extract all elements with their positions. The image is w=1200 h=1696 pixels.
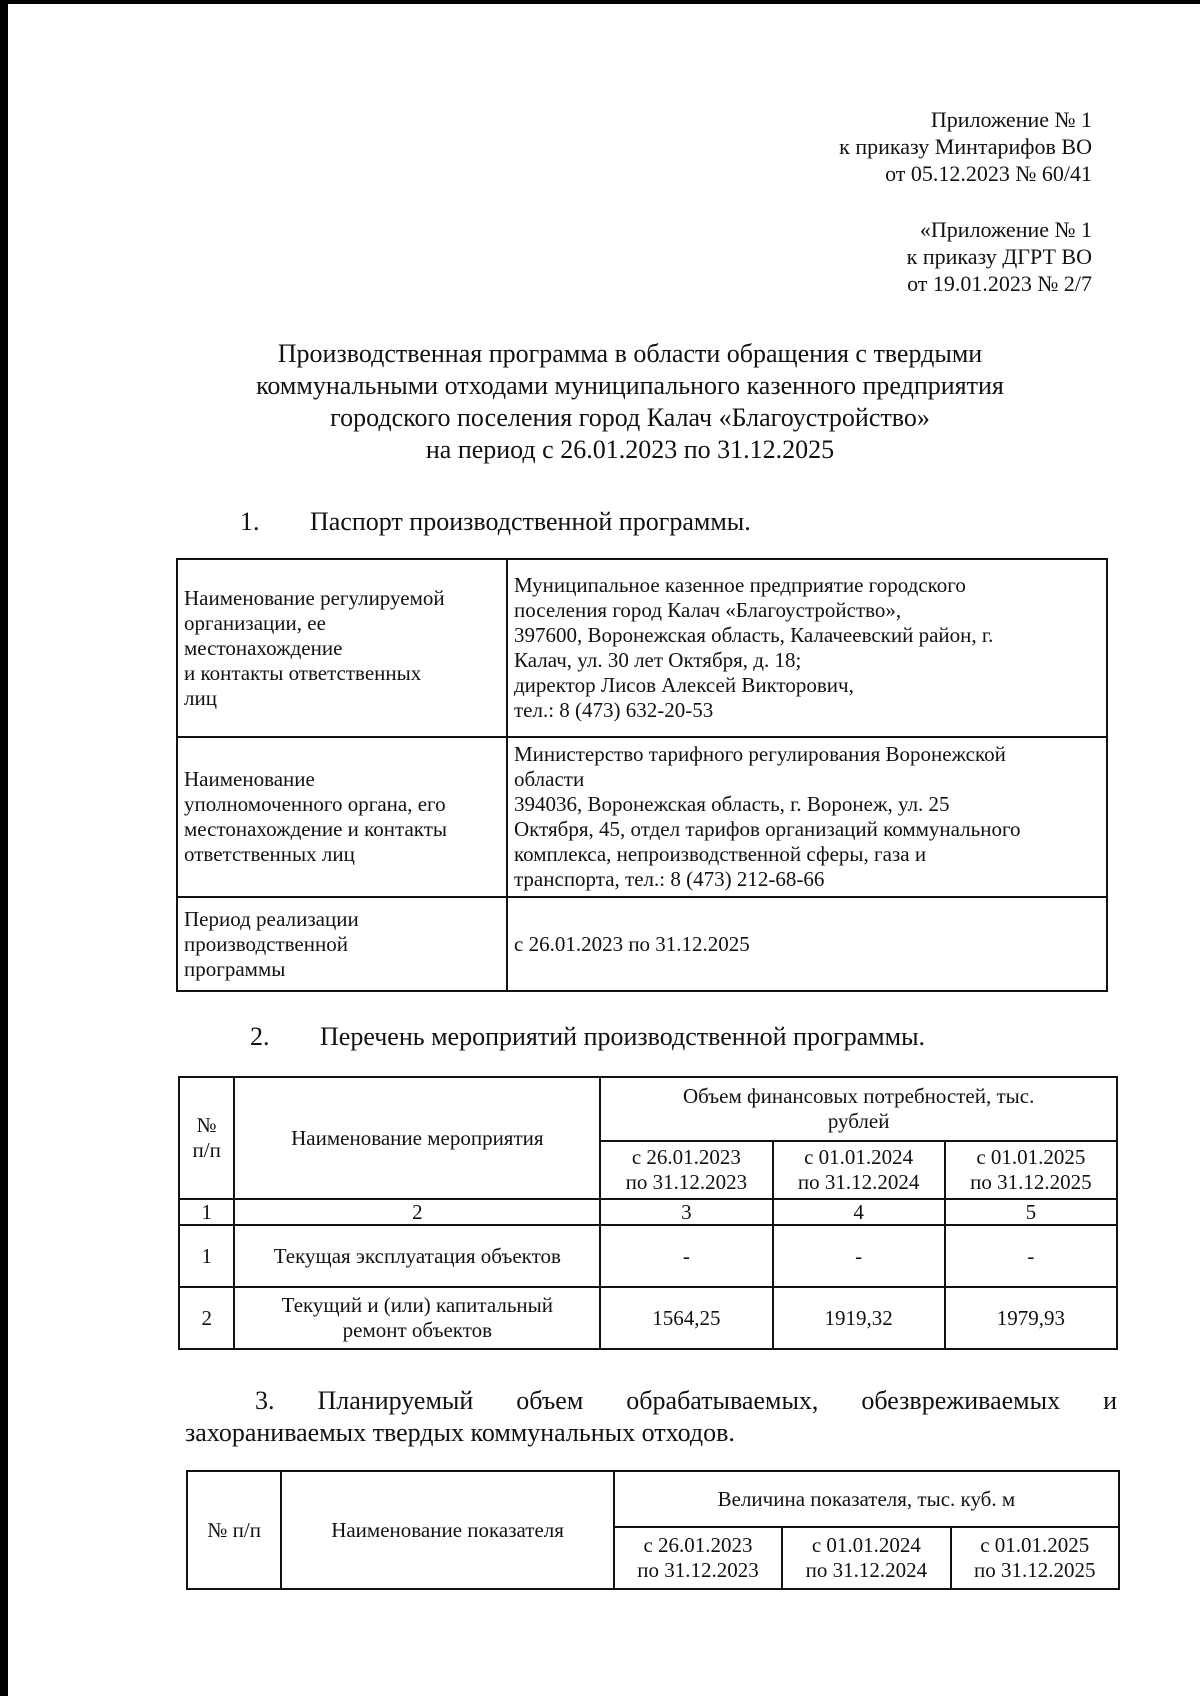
cell-line: с 01.01.2024 [811,1533,921,1557]
cell-line: лиц [184,685,217,710]
section-heading-text: Перечень мероприятий производственной программы. [320,1022,926,1051]
cell-line: Текущая эксплуатация объектов [273,1243,561,1268]
col-header-no: № п/п [187,1471,281,1589]
section-number: 2. [250,1022,270,1051]
row-no: 1 [179,1225,234,1287]
col-header-period [945,1141,1117,1199]
col-header-period [600,1141,772,1199]
cell-line: и контакты ответственных [184,660,422,685]
cell-line: комплекса, непроизводственной сферы, газа и [514,842,927,866]
col-header-period [782,1527,950,1589]
row-name [234,1225,600,1287]
col-header-group: Величина показателя, тыс. куб. м [614,1471,1119,1527]
cell-line: Наименование регулируемой [184,585,445,610]
appendix-header-original [907,216,1092,297]
cell-line: по 31.12.2025 [974,1558,1096,1582]
table-row [177,897,1107,991]
section-number: 1. [240,507,260,536]
col-header-period [951,1527,1119,1589]
col-number: 3 [600,1199,772,1225]
volume-table [186,1470,1120,1590]
cell-line: с 01.01.2025 [976,1145,1086,1169]
cell-line: рублей [827,1109,890,1133]
col-number: 4 [773,1199,945,1225]
cell-line: транспорта, тел.: 8 (473) 212-68-66 [514,867,825,891]
passport-table [176,558,1108,992]
cell-line: по 31.12.2023 [625,1170,748,1194]
passport-value-cell [507,559,1107,737]
col-number: 1 [179,1199,234,1225]
cell-line: Период реализации [184,906,359,931]
row-value: - [773,1225,945,1287]
cell-line: 394036, Воронежская область, г. Воронеж, ул. 25 [514,792,950,816]
col-header-group [600,1077,1117,1141]
appendix-line: Приложение № 1 [930,107,1092,132]
row-value: - [945,1225,1117,1287]
table-row [179,1225,1117,1287]
section-1-heading [240,506,751,538]
cell-line: с 26.01.2023 [643,1533,753,1557]
cell-line: с 26.01.2023 по 31.12.2025 [514,931,750,956]
events-table [178,1076,1118,1350]
appendix-header-current [839,106,1092,187]
table-header-row [179,1077,1117,1141]
row-value: 1564,25 [600,1287,772,1349]
cell-line: местонахождение [184,635,343,660]
cell-line: по 31.12.2025 [970,1170,1092,1194]
col-header-period [773,1141,945,1199]
cell-line: тел.: 8 (473) 632-20-53 [514,698,714,722]
cell-line: Калач, ул. 30 лет Октября, д. 18; [514,648,802,672]
cell-line: директор Лисов Алексей Викторович, [514,673,854,697]
heading-line [185,1385,1117,1417]
cell-line: Октября, 45, отдел тарифов организаций коммунального [514,817,1021,841]
title-line: на период с 26.01.2023 по 31.12.2025 [425,435,835,464]
row-no: 2 [179,1287,234,1349]
cell-line: по 31.12.2023 [637,1558,759,1582]
cell-line: ремонт объектов [342,1318,493,1342]
cell-line: поселения город Калач «Благоустройство», [514,598,902,622]
table-row [177,737,1107,897]
heading-word: объем [516,1386,584,1415]
section-number: 3. [255,1386,275,1415]
col-number: 5 [945,1199,1117,1225]
cell-line: Текущий и (или) капитальный [281,1293,553,1317]
appendix-line: к приказу Минтарифов ВО [839,134,1092,159]
col-number: 2 [234,1199,600,1225]
cell-line: с 01.01.2024 [804,1145,914,1169]
cell-line: организации, ее [184,610,326,635]
row-name [234,1287,600,1349]
heading-word: Планируемый [317,1386,474,1415]
title-line: коммунальными отходами муниципального казенного предприятия [256,371,1004,400]
cell-line: с 26.01.2023 [631,1145,741,1169]
cell-line: 397600, Воронежская область, Калачеевский район, г. [514,623,994,647]
row-value: - [600,1225,772,1287]
cell-line: области [514,767,585,791]
section-2-heading [250,1021,925,1053]
table-row [177,559,1107,737]
passport-label-cell [177,897,507,991]
scan-edge-top [0,0,1200,4]
heading-word: и [1103,1386,1117,1415]
table-row [179,1199,1117,1225]
cell-line: местонахождение и контакты [184,817,447,841]
heading-line: захораниваемых твердых коммунальных отходов. [185,1418,735,1447]
row-value: 1979,93 [945,1287,1117,1349]
col-header-name: Наименование показателя [281,1471,613,1589]
document-title [190,338,1070,466]
col-header-name: Наименование мероприятия [234,1077,600,1199]
cell-line: Наименование [184,767,315,791]
appendix-line: к приказу ДГРТ ВО [906,244,1092,269]
cell-line: Министерство тарифного регулирования Воронежской [514,742,1006,766]
table-row [179,1287,1117,1349]
col-header-no [179,1077,234,1199]
passport-label-cell [177,559,507,737]
title-line: городского поселения город Калач «Благоустройство» [330,403,930,432]
cell-line: уполномоченного органа, его [184,792,446,816]
heading-word: обезвреживаемых [861,1386,1061,1415]
cell-line: Муниципальное казенное предприятие городского [514,573,966,597]
passport-value-cell [507,897,1107,991]
table-header-row [187,1471,1119,1527]
cell-line: № [196,1113,217,1137]
section-heading-text: Паспорт производственной программы. [310,507,751,536]
col-header-period [614,1527,782,1589]
cell-line: с 01.01.2025 [980,1533,1090,1557]
cell-line: ответственных лиц [184,842,355,866]
cell-line: п/п [192,1138,221,1162]
heading-word: обрабатываемых, [626,1386,819,1415]
passport-value-cell [507,737,1107,897]
cell-line: программы [184,956,286,981]
scan-edge-left [0,0,8,1696]
row-value: 1919,32 [773,1287,945,1349]
appendix-line: от 19.01.2023 № 2/7 [907,271,1092,296]
passport-label-cell [177,737,507,897]
appendix-line: «Приложение № 1 [919,217,1092,242]
cell-line: по 31.12.2024 [797,1170,920,1194]
appendix-line: от 05.12.2023 № 60/41 [885,161,1092,186]
cell-line: производственной [184,931,348,956]
cell-line: по 31.12.2024 [805,1558,928,1582]
title-line: Производственная программа в области обращения с твердыми [277,339,983,368]
cell-line: Объем финансовых потребностей, тыс. [682,1084,1035,1108]
section-3-heading [185,1385,1117,1449]
